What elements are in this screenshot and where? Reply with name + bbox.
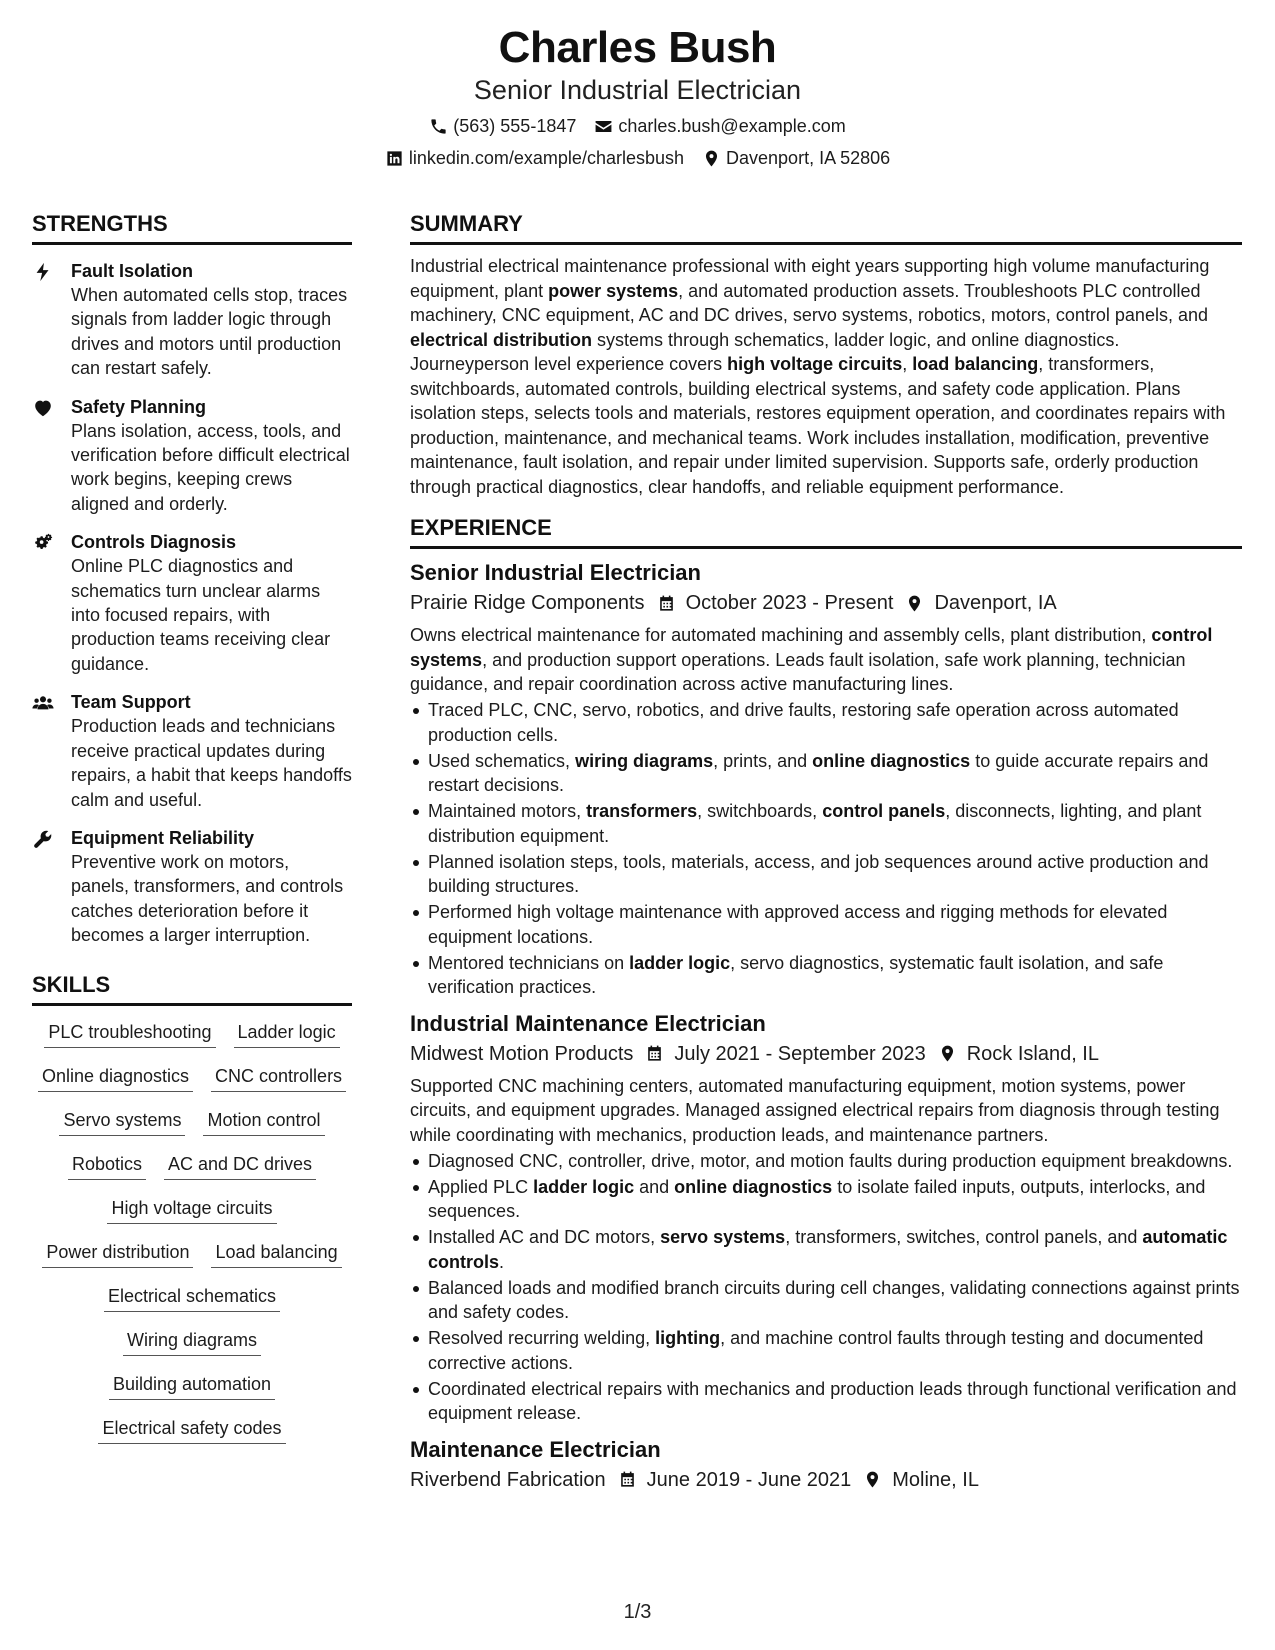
job-dates	[643, 1040, 925, 1068]
job-location	[903, 589, 1056, 617]
bold-keyword: high voltage circuits	[727, 354, 903, 374]
wrench-icon	[32, 826, 71, 948]
bold-keyword: electrical distribution	[410, 329, 593, 350]
skill-tag: Robotics	[68, 1152, 146, 1180]
job-bullets	[410, 1149, 1242, 1426]
job-title: Maintenance Electrician	[410, 1436, 661, 1462]
job-meta	[410, 589, 1242, 617]
envelope-icon	[594, 117, 613, 136]
strength-title: Safety Planning	[71, 396, 207, 417]
bolt-icon	[32, 259, 71, 381]
strengths-heading: STRENGTHS	[32, 211, 352, 245]
linkedin-icon	[385, 149, 404, 168]
strength-desc: When automated cells stop, traces signals from ladder logic through drives and motors until production can restart safely.	[71, 285, 348, 379]
contact-row-2	[0, 146, 1275, 170]
map-pin-icon	[938, 1044, 957, 1063]
email-text[interactable]: charles.bush@example.com	[618, 116, 846, 136]
strength-title: Equipment Reliability	[71, 827, 255, 848]
skill-tag: Servo systems	[59, 1108, 185, 1136]
job-dates-text: July 2021 - September 2023	[674, 1042, 926, 1065]
job-entry	[410, 559, 1242, 1000]
users-icon	[32, 690, 71, 812]
company-name: Midwest Motion Products	[410, 1042, 634, 1065]
bold-keyword: ladder logic	[629, 952, 731, 973]
bold-keyword: transformers	[586, 801, 698, 821]
bold-keyword: power systems	[548, 280, 679, 301]
map-pin-icon	[905, 594, 924, 613]
skill-tag: Building automation	[109, 1372, 275, 1400]
phone-text: (563) 555-1847	[453, 116, 577, 136]
job-description: Supported CNC machining centers, automated manufacturing equipment, motion systems, power circuits, and equipment upgrades. Managed assigned electrical repairs from diagnosis through testing while coordinating with mechanics, production leads, and maintenance partners.	[410, 1075, 1220, 1145]
strength-title: Fault Isolation	[71, 261, 194, 281]
job-title: Senior Industrial Electrician	[410, 560, 701, 585]
job-location	[936, 1040, 1099, 1068]
linkedin-text[interactable]: linkedin.com/example/charlesbush	[408, 148, 685, 168]
skills-heading: SKILLS	[32, 972, 352, 1006]
job-location	[861, 1466, 979, 1494]
calendar-icon	[618, 1470, 637, 1489]
strength-desc: Production leads and technicians receive practical updates during repairs, a habit that keeps handoffs calm and useful.	[71, 716, 352, 810]
job-description: Owns electrical maintenance for automated machining and assembly cells, plant distribution, control systems, and production support operations. Leads fault isolation, safe work planning, technician guidance, and repair coordination across active manufacturing lines.	[410, 625, 1213, 694]
job-location-text: Rock Island, IL	[966, 1042, 1099, 1065]
list-item: Mentored technicians on ladder logic, servo diagnostics, systematic fault isolation, and safe verification practices.	[410, 951, 1242, 1000]
email-contact[interactable]	[594, 114, 845, 138]
map-pin-icon	[863, 1470, 882, 1489]
strength-desc: Preventive work on motors, panels, transformers, and controls catches deterioration before it becomes a larger interruption.	[71, 851, 344, 946]
strength-item	[32, 530, 352, 676]
phone-contact	[429, 114, 576, 138]
location-contact	[702, 146, 890, 170]
list-item: Diagnosed CNC, controller, drive, motor, and motion faults during production equipment breakdowns.	[410, 1149, 1242, 1174]
list-item: Applied PLC ladder logic and online diagnostics to isolate failed inputs, outputs, interlocks, and sequences.	[410, 1175, 1242, 1224]
skill-tag: Motion control	[203, 1108, 324, 1136]
candidate-name: Charles Bush	[498, 23, 777, 72]
skill-tag: Online diagnostics	[38, 1064, 193, 1092]
skill-tag: PLC troubleshooting	[44, 1020, 215, 1048]
job-entry	[410, 1436, 1242, 1494]
list-item: Traced PLC, CNC, servo, robotics, and drive faults, restoring safe operation across automated production cells.	[410, 698, 1242, 747]
list-item: Used schematics, wiring diagrams, prints, and online diagnostics to guide accurate repairs and restart decisions.	[410, 749, 1242, 798]
linkedin-contact[interactable]	[385, 146, 684, 170]
strength-item	[32, 690, 352, 812]
resume-header	[0, 22, 1275, 170]
strength-desc: Online PLC diagnostics and schematics turn unclear alarms into focused repairs, with production teams receiving clear guidance.	[71, 556, 331, 674]
strength-desc: Plans isolation, access, tools, and verification before difficult electrical work begins, keeping crews aligned and orderly.	[71, 420, 350, 514]
job-dates	[655, 589, 894, 617]
job-entry	[410, 1010, 1242, 1426]
job-dates-text: October 2023 - Present	[685, 592, 894, 614]
company-name: Prairie Ridge Components	[410, 592, 645, 614]
list-item: Coordinated electrical repairs with mechanics and production leads through functional verification and equipment release.	[410, 1377, 1242, 1426]
right-column	[410, 211, 1242, 1494]
bold-keyword: wiring diagrams	[575, 750, 714, 771]
skill-tag: Power distribution	[42, 1240, 193, 1268]
job-meta	[410, 1040, 1242, 1068]
job-location-text: Davenport, IA	[934, 592, 1057, 614]
summary-text: Industrial electrical maintenance professional with eight years supporting high volume manufacturing equipment, plant power systems, and automated production assets. Troubleshoots PLC controlled machinery, CNC equipment, AC and DC drives, servo systems, robotics, motors, control panels, and electrical distribution systems through schematics, ladder logic, and online diagnostics. Journeyperson level experience covers high voltage circuits, load balancing, transformers, switchboards, automated controls, building electrical systems, and safety code application. Plans isolation steps, selects tools and materials, restores equipment operation, and coordinates repairs with production, maintenance, and mechanical teams. Work includes installation, modification, preventive maintenance, fault isolation, and repair under limited supervision. Supports safe, orderly production through practical diagnostics, clear handoffs, and reliable equipment performance.	[410, 256, 1226, 497]
job-dates-text: June 2019 - June 2021	[646, 1468, 852, 1491]
job-title: Industrial Maintenance Electrician	[410, 1010, 766, 1036]
list-item: Installed AC and DC motors, servo systems, transformers, switches, control panels, and automatic controls.	[410, 1225, 1242, 1274]
skill-tag: AC and DC drives	[164, 1152, 316, 1180]
strength-item	[32, 826, 352, 948]
bold-keyword: online diagnostics	[674, 1176, 833, 1197]
skill-tag: High voltage circuits	[107, 1196, 276, 1224]
bold-keyword: automatic controls	[428, 1227, 1228, 1272]
skill-tag: CNC controllers	[211, 1064, 346, 1092]
gears-icon	[32, 530, 71, 676]
job-meta	[410, 1466, 1242, 1494]
skill-tag: Electrical schematics	[104, 1284, 280, 1312]
summary-heading: SUMMARY	[410, 211, 1242, 245]
bold-keyword: servo systems	[660, 1227, 786, 1247]
strength-item	[32, 395, 352, 517]
company-name: Riverbend Fabrication	[410, 1468, 606, 1491]
location-text: Davenport, IA 52806	[726, 148, 891, 168]
skill-tag: Load balancing	[211, 1240, 341, 1268]
bold-keyword: control panels	[822, 801, 946, 821]
list-item: Balanced loads and modified branch circuits during cell changes, validating connections against prints and safety codes.	[410, 1276, 1242, 1325]
phone-icon	[429, 117, 448, 136]
strength-title: Controls Diagnosis	[71, 532, 237, 553]
strength-item	[32, 259, 352, 381]
skill-tag: Electrical safety codes	[98, 1416, 285, 1444]
job-dates	[616, 1466, 852, 1494]
map-pin-icon	[702, 149, 721, 168]
bold-keyword: lighting	[655, 1328, 721, 1348]
bold-keyword: load balancing	[912, 354, 1039, 374]
skills-list	[32, 1020, 352, 1444]
job-location-text: Moline, IL	[892, 1468, 979, 1491]
calendar-icon	[645, 1044, 664, 1063]
skill-tag: Wiring diagrams	[123, 1328, 261, 1356]
left-column	[32, 211, 352, 1444]
strength-title: Team Support	[71, 692, 191, 713]
list-item: Performed high voltage maintenance with approved access and rigging methods for elevated equipment locations.	[410, 900, 1242, 949]
bold-keyword: control systems	[410, 625, 1213, 670]
job-bullets	[410, 698, 1242, 1000]
heart-icon	[32, 395, 71, 517]
bold-keyword: online diagnostics	[812, 750, 971, 771]
skill-tag: Ladder logic	[234, 1020, 340, 1048]
list-item: Planned isolation steps, tools, materials, access, and job sequences around active production and building structures.	[410, 850, 1242, 899]
bold-keyword: ladder logic	[533, 1176, 635, 1197]
page-number: 1/3	[623, 1601, 652, 1623]
experience-heading: EXPERIENCE	[410, 515, 1242, 549]
calendar-icon	[657, 594, 676, 613]
list-item: Resolved recurring welding, lighting, and machine control faults through testing and documented corrective actions.	[410, 1326, 1242, 1375]
candidate-role: Senior Industrial Electrician	[473, 75, 802, 105]
contact-row-1	[0, 114, 1275, 138]
list-item: Maintained motors, transformers, switchboards, control panels, disconnects, lighting, and plant distribution equipment.	[410, 799, 1242, 848]
